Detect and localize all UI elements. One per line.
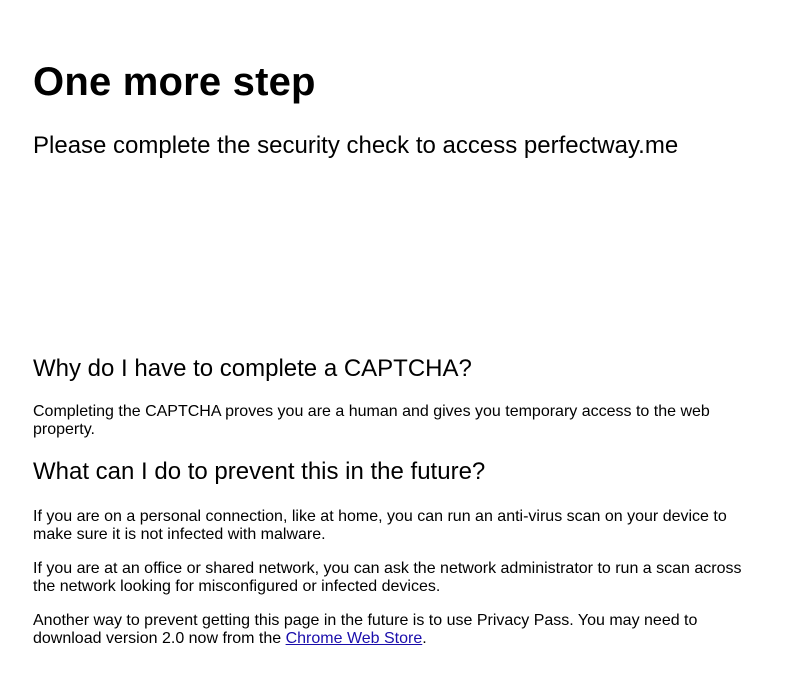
why-captcha-text: Completing the CAPTCHA proves you are a human and gives you temporary access to the web property. xyxy=(33,403,710,438)
privacy-pass-suffix: . xyxy=(422,630,427,647)
prevent-paragraph-personal: If you are on a personal connection, like at home, you can run an anti-virus scan on your device to make sure it is not infected with malware. xyxy=(33,508,727,543)
prevent-paragraph-office: If you are at an office or shared network, you can ask the network administrator to run a scan across the network looking for misconfigured or infected devices. xyxy=(33,560,742,595)
chrome-web-store-link[interactable]: Chrome Web Store xyxy=(285,630,423,647)
captcha-widget-area xyxy=(33,180,353,330)
why-captcha-heading: Why do I have to complete a CAPTCHA? xyxy=(33,355,472,382)
page-subtitle: Please complete the security check to access perfectway.me xyxy=(33,132,679,159)
why-captcha-section xyxy=(33,355,760,439)
prevent-section xyxy=(33,458,760,648)
prevent-paragraph-privacy-pass xyxy=(33,612,760,648)
prevent-heading: What can I do to prevent this in the future? xyxy=(33,458,486,485)
privacy-pass-text: Another way to prevent getting this page in the future is to use Privacy Pass. You may need to download version 2.0 now from the xyxy=(33,612,698,647)
page-title: One more step xyxy=(33,60,316,104)
